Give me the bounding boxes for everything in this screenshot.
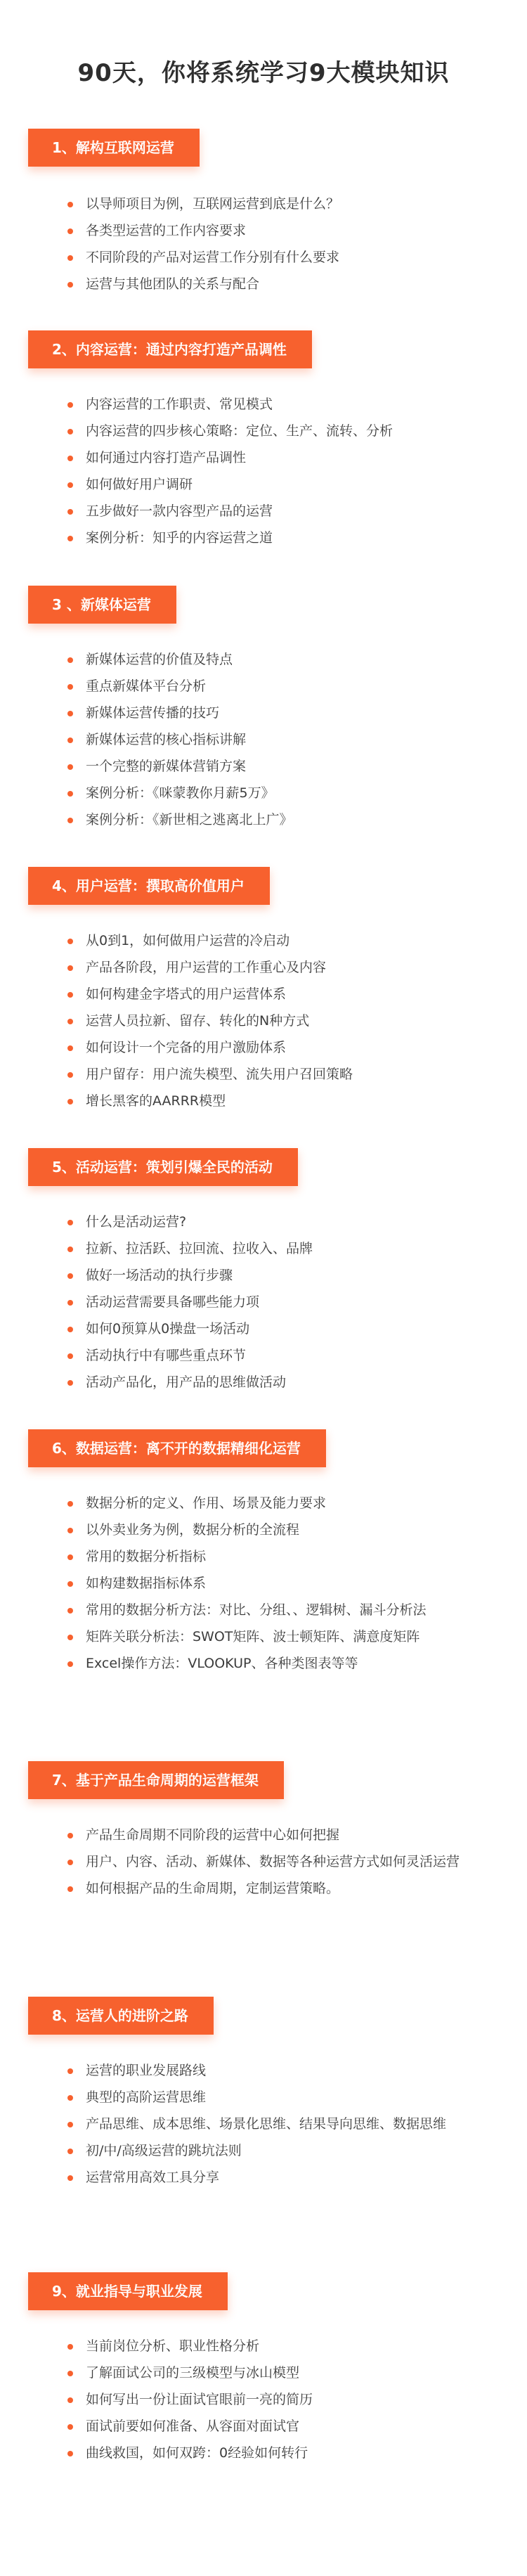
bullet-dot-icon [67,1353,73,1359]
list-item: 从0到1，如何做用户运营的冷启动 [65,929,486,953]
bullet-dot-icon [67,255,73,261]
bullet-dot-icon [67,509,73,515]
bullet-dot-icon [67,2175,73,2181]
bullet-dot-icon [67,657,73,663]
bullet-dot-icon [67,1327,73,1332]
list-item: 活动产品化，用产品的思维做活动 [65,1370,486,1394]
bullet-dot-icon [67,965,73,971]
list-item: 运营常用高效工具分享 [65,2165,486,2189]
bullet-dot-icon [67,992,73,998]
list-item: 用户、内容、活动、新媒体、数据等各种运营方式如何灵活运营 [65,1850,486,1874]
list-item: 面试前要如何准备、从容面对面试官 [65,2414,486,2438]
list-item: 如构建数据指标体系 [65,1571,486,1595]
module-item-list [65,1210,486,1397]
bullet-dot-icon [67,282,73,288]
bullet-dot-icon [67,536,73,541]
list-item: 不同阶段的产品对运营工作分别有什么要求 [65,245,486,269]
list-item: 案例分析：知乎的内容运营之道 [65,526,486,550]
module-header: 1、解构互联网运营 [28,129,200,167]
list-item: 如何写出一份让面试官眼前一亮的简历 [65,2388,486,2411]
bullet-dot-icon [67,1886,73,1892]
list-item: 活动执行中有哪些重点环节 [65,1344,486,1367]
bullet-dot-icon [67,711,73,716]
list-item: 新媒体运营的价值及特点 [65,648,486,671]
bullet-dot-icon [67,1045,73,1051]
list-item: 一个完整的新媒体营销方案 [65,754,486,778]
bullet-dot-icon [67,2095,73,2101]
bullet-dot-icon [67,2397,73,2403]
list-item: 内容运营的四步核心策略：定位、生产、流转、分析 [65,419,486,443]
bullet-dot-icon [67,202,73,207]
list-item: 以导师项目为例，互联网运营到底是什么？ [65,192,486,216]
list-item: 如何0预算从0操盘一场活动 [65,1317,486,1341]
module-item-list [65,192,486,299]
module-item-list [65,2059,486,2192]
module-item-list [65,648,486,835]
bullet-dot-icon [67,1833,73,1838]
module-header: 5、活动运营：策划引爆全民的活动 [28,1148,298,1186]
bullet-dot-icon [67,2451,73,2456]
list-item: 矩阵关联分析法：SWOT矩阵、波士顿矩阵、满意度矩阵 [65,1625,486,1649]
module-header: 3 、新媒体运营 [28,586,176,624]
bullet-dot-icon [67,738,73,743]
module-header: 2、内容运营：通过内容打造产品调性 [28,330,312,368]
bullet-dot-icon [67,939,73,944]
list-item: 初/中/高级运营的跳坑法则 [65,2139,486,2163]
list-item: 活动运营需要具备哪些能力项 [65,1290,486,1314]
bullet-dot-icon [67,1554,73,1560]
list-item: 运营的职业发展路线 [65,2059,486,2082]
list-item: 拉新、拉活跃、拉回流、拉收入、品牌 [65,1237,486,1261]
list-item: 做好一场活动的执行步骤 [65,1263,486,1287]
bullet-dot-icon [67,2424,73,2430]
list-item: 用户留存：用户流失模型、流失用户召回策略 [65,1062,486,1086]
list-item: 运营人员拉新、留存、转化的N种方式 [65,1009,486,1033]
list-item: 各类型运营的工作内容要求 [65,219,486,243]
bullet-dot-icon [67,1072,73,1078]
module-header: 9、就业指导与职业发展 [28,2272,228,2310]
module-header: 6、数据运营：离不开的数据精细化运营 [28,1429,326,1467]
module-header: 7、基于产品生命周期的运营框架 [28,1761,284,1799]
bullet-dot-icon [67,482,73,488]
list-item: 如何通过内容打造产品调性 [65,446,486,470]
bullet-dot-icon [67,1247,73,1252]
bullet-dot-icon [67,1661,73,1667]
list-item: 了解面试公司的三级模型与冰山模型 [65,2361,486,2385]
list-item: 案例分析：《新世相之逃离北上广》 [65,808,486,832]
bullet-dot-icon [67,429,73,434]
list-item: 增长黑客的AARRR模型 [65,1089,486,1113]
bullet-dot-icon [67,1608,73,1614]
list-item: 当前岗位分析、职业性格分析 [65,2334,486,2358]
bullet-dot-icon [67,1273,73,1279]
list-item: Excel操作方法：VLOOKUP、各种类图表等等 [65,1651,486,1675]
module-item-list [65,1491,486,1678]
bullet-dot-icon [67,2149,73,2154]
list-item: 新媒体运营的核心指标讲解 [65,728,486,752]
bullet-dot-icon [67,228,73,234]
bullet-dot-icon [67,1528,73,1533]
bullet-dot-icon [67,402,73,408]
list-item: 如何设计一个完备的用户激励体系 [65,1036,486,1060]
module-item-list [65,2334,486,2468]
bullet-dot-icon [67,1581,73,1587]
bullet-dot-icon [67,2371,73,2376]
list-item: 曲线救国，如何双跨：0经验如何转行 [65,2441,486,2465]
module-item-list [65,392,486,553]
module-header: 8、运营人的进阶之路 [28,1997,214,2035]
list-item: 产品思维、成本思维、场景化思维、结果导向思维、数据思维 [65,2112,486,2136]
module-item-list [65,1823,486,1903]
list-item: 以外卖业务为例，数据分析的全流程 [65,1518,486,1542]
bullet-dot-icon [67,684,73,690]
module-item-list [65,929,486,1116]
bullet-dot-icon [67,764,73,770]
list-item: 五步做好一款内容型产品的运营 [65,499,486,523]
list-item: 典型的高阶运营思维 [65,2085,486,2109]
list-item: 内容运营的工作职责、常见模式 [65,392,486,416]
bullet-dot-icon [67,1860,73,1865]
bullet-dot-icon [67,456,73,461]
list-item: 什么是活动运营? [65,1210,486,1234]
list-item: 如何构建金字塔式的用户运营体系 [65,982,486,1006]
bullet-dot-icon [67,1220,73,1225]
list-item: 运营与其他团队的关系与配合 [65,272,486,296]
list-item: 数据分析的定义、作用、场景及能力要求 [65,1491,486,1515]
page-title: 90天，你将系统学习9大模块知识 [77,59,450,87]
bullet-dot-icon [67,818,73,823]
bullet-dot-icon [67,1019,73,1024]
bullet-dot-icon [67,2122,73,2127]
bullet-dot-icon [67,2068,73,2074]
list-item: 重点新媒体平台分析 [65,674,486,698]
list-item: 产品生命周期不同阶段的运营中心如何把握 [65,1823,486,1847]
list-item: 常用的数据分析指标 [65,1545,486,1569]
bullet-dot-icon [67,1099,73,1105]
bullet-dot-icon [67,1501,73,1507]
list-item: 常用的数据分析方法：对比、分组、、逻辑树、漏斗分析法 [65,1598,486,1622]
module-header: 4、用户运营：撰取高价值用户 [28,867,270,905]
bullet-dot-icon [67,2344,73,2350]
list-item: 案例分析：《咪蒙教你月薪5万》 [65,781,486,805]
list-item: 如何根据产品的生命周期，定制运营策略。 [65,1876,486,1900]
bullet-dot-icon [67,1300,73,1306]
list-item: 如何做好用户调研 [65,472,486,496]
list-item: 新媒体运营传播的技巧 [65,701,486,725]
bullet-dot-icon [67,791,73,797]
list-item: 产品各阶段，用户运营的工作重心及内容 [65,955,486,979]
bullet-dot-icon [67,1635,73,1640]
bullet-dot-icon [67,1380,73,1386]
